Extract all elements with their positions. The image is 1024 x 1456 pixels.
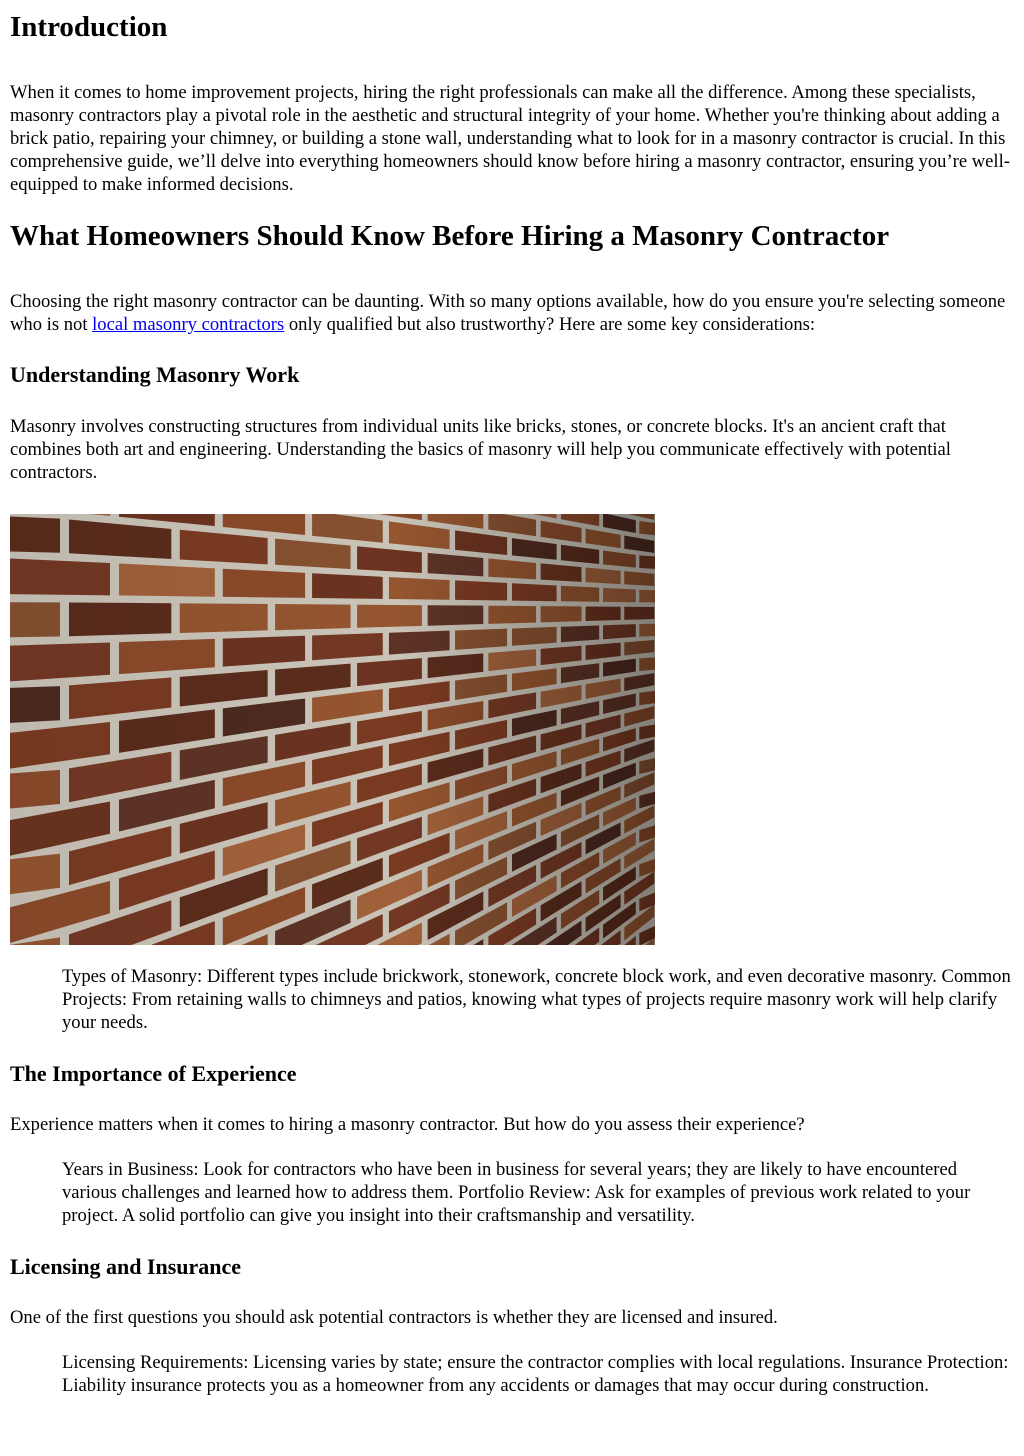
main-paragraph (10, 290, 1014, 336)
licensing-heading: Licensing and Insurance (10, 1254, 242, 1279)
local-masonry-contractors-link[interactable]: local masonry contractors (92, 314, 285, 335)
main-heading: What Homeowners Should Know Before Hiring a Masonry Contractor (10, 220, 890, 252)
licensing-quote: Licensing Requirements: Licensing varies by state; ensure the contractor complies with local regulations. Insurance Protection: Liability insurance protects you as a homeowner from any accidents or damages that may occur during construction. (62, 1352, 1009, 1396)
masonry-types-quote: Types of Masonry: Different types include brickwork, stonework, concrete block work, and even decorative masonry. Common Projects: From retaining walls to chimneys and patios, knowing what types of projects require masonry work will help clarify your needs. (62, 966, 1011, 1033)
intro-heading: Introduction (10, 11, 168, 43)
understanding-heading: Understanding Masonry Work (10, 362, 300, 387)
understanding-paragraph: Masonry involves constructing structures from individual units like bricks, stones, or concrete blocks. It's an ancient craft that combines both art and engineering. Understanding the basics of masonry will help you communicate effectively with potential contractors. (10, 416, 951, 483)
experience-quote: Years in Business: Look for contractors who have been in business for several years; they are likely to have encountered various challenges and learned how to address them. Portfolio Review: Ask for examples of previous work related to your project. A solid portfolio can give you insight into their craftsmanship and versatility. (62, 1159, 971, 1226)
licensing-paragraph: One of the first questions you should ask potential contractors is whether they are licensed and insured. (10, 1307, 778, 1328)
experience-heading: The Importance of Experience (10, 1061, 297, 1086)
main-paragraph-end: only qualified but also trustworthy? Here are some key considerations: (284, 314, 816, 335)
main-paragraph-start: Choosing the right masonry contractor can be daunting. With so many options available, how do you ensure you're selecting someone who is not (10, 291, 1006, 335)
article (0, 10, 1024, 1397)
intro-paragraph: When it comes to home improvement projects, hiring the right professionals can make all the difference. Among these specialists, masonry contractors play a pivotal role in the aesthetic and structural integrity of your home. Whether you're thinking about adding a brick patio, repairing your chimney, or building a stone wall, understanding what to look for in a masonry contractor is crucial. In this comprehensive guide, we’ll delve into everything homeowners should know before hiring a masonry contractor, ensuring you’re well-equipped to make informed decisions. (10, 82, 1010, 195)
brick-wall-photo (10, 514, 655, 945)
experience-paragraph: Experience matters when it comes to hiring a masonry contractor. But how do you assess their experience? (10, 1114, 805, 1135)
